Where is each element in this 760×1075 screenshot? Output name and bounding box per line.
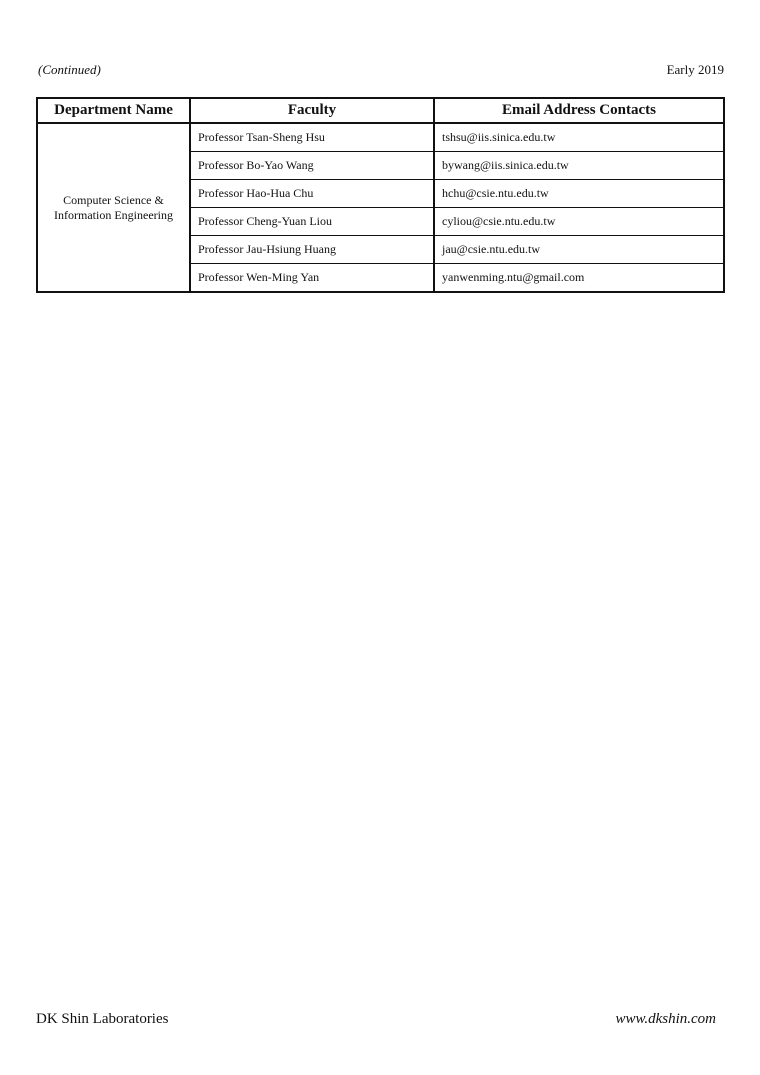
continued-label: (Continued) [38,62,101,77]
faculty-cell: Professor Cheng-Yuan Liou [190,208,434,236]
email-cell: hchu@csie.ntu.edu.tw [434,180,724,208]
department-cell [37,123,190,292]
faculty-cell: Professor Tsan-Sheng Hsu [190,123,434,152]
company-name: DK Shin Laboratories [36,1011,169,1027]
faculty-cell: Professor Wen-Ming Yan [190,264,434,293]
faculty-contacts-table [36,97,725,293]
department-name-line1: Computer Science & [63,192,164,207]
faculty-cell: Professor Bo-Yao Wang [190,152,434,180]
faculty-cell: Professor Jau-Hsiung Huang [190,236,434,264]
website-text: www.dkshin.com [615,1011,716,1027]
table-header-row [37,98,724,123]
email-cell: yanwenming.ntu@gmail.com [434,264,724,293]
faculty-cell: Professor Hao-Hua Chu [190,180,434,208]
email-cell: tshsu@iis.sinica.edu.tw [434,123,724,152]
email-cell: jau@csie.ntu.edu.tw [434,236,724,264]
department-name-line2: Information Engineering [54,207,173,222]
column-header-email: Email Address Contacts [434,98,724,123]
table-row [37,123,724,152]
edition-label: Early 2019 [666,62,724,77]
email-cell: bywang@iis.sinica.edu.tw [434,152,724,180]
column-header-faculty: Faculty [190,98,434,123]
email-cell: cyliou@csie.ntu.edu.tw [434,208,724,236]
column-header-department: Department Name [37,98,190,123]
